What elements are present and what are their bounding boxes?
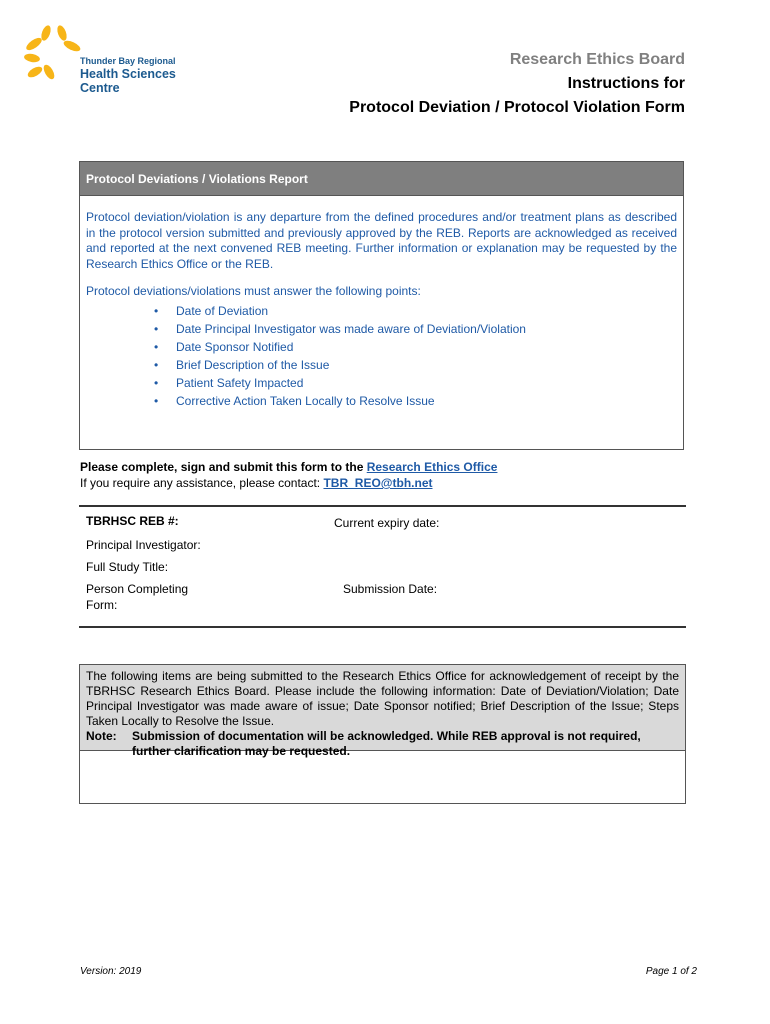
- report-box-heading: Protocol Deviations / Violations Report: [80, 162, 683, 196]
- board-title: Research Ethics Board: [509, 51, 685, 68]
- list-item: • Patient Safety Impacted: [176, 374, 677, 392]
- points-list: [86, 302, 677, 410]
- email-link[interactable]: TBR_REO@tbh.net: [323, 476, 433, 490]
- submission-date-label: Submission Date:: [343, 582, 438, 596]
- note: [86, 729, 679, 759]
- items-submitted-box: [79, 664, 686, 804]
- instructions-title: Instructions for: [567, 75, 685, 92]
- version-footer: Version: 2019: [80, 966, 142, 977]
- items-instructions: [80, 665, 685, 758]
- research-ethics-office-link[interactable]: Research Ethics Office: [366, 460, 498, 474]
- person-completing-label: [86, 581, 188, 613]
- submit-instructions: [80, 459, 497, 491]
- points-intro: Protocol deviations/violations must answer the following points:: [86, 284, 421, 298]
- definition-paragraph: Protocol deviation/violation is any departure from the defined procedures and/or treatment plans as described in the protocol version submitted and previously approved by the REB. Reports are acknowledged as received and reported at the next convened REB meeting. Further information or explanation may be requested by the Research Ethics Office or the REB.: [86, 210, 677, 271]
- submit-line-prefix: Please complete, sign and submit this form to the: [80, 460, 367, 474]
- page-number: Page 1 of 2: [645, 966, 697, 977]
- items-text: The following items are being submitted to the Research Ethics Office for acknowledgement of receipt by the TBRHSC Research Ethics Board. Please include the following information: Date of Deviation/Violation; Date Principal Investigator was made aware of issue; Date Sponsor notified; Brief Description of the Issue; Steps Taken Locally to Resolve the Issue.: [86, 669, 679, 728]
- expiry-date-label: Current expiry date:: [334, 516, 440, 530]
- document-title-block: [349, 48, 685, 120]
- study-title-label: Full Study Title:: [86, 560, 169, 574]
- form-title: Protocol Deviation / Protocol Violation Form: [349, 99, 685, 116]
- list-item: • Corrective Action Taken Locally to Resolve Issue: [176, 392, 677, 410]
- list-item: • Brief Description of the Issue: [176, 356, 677, 374]
- logo-line-3: Centre: [80, 81, 120, 95]
- assistance-prefix: If you require any assistance, please contact:: [80, 476, 324, 490]
- person-completing-line-1: Person Completing: [86, 582, 189, 596]
- logo-line-1: Thunder Bay Regional: [80, 56, 176, 66]
- principal-investigator-label: Principal Investigator:: [86, 538, 201, 552]
- section-divider-bottom: [79, 626, 686, 628]
- list-item: • Date of Deviation: [176, 302, 677, 320]
- list-item: • Date Principal Investigator was made aware of Deviation/Violation: [176, 320, 677, 338]
- logo-text: [80, 56, 176, 95]
- logo-line-2: Health Sciences: [80, 67, 176, 81]
- list-item: • Date Sponsor Notified: [176, 338, 677, 356]
- note-text: Submission of documentation will be acknowledged. While REB approval is not required, further clarification may be requested.: [132, 729, 641, 758]
- person-completing-line-2: Form:: [86, 598, 118, 612]
- deviations-report-box: [79, 161, 684, 450]
- section-divider-top: [79, 505, 686, 507]
- note-label: Note:: [86, 729, 117, 743]
- reb-number-label: TBRHSC REB #:: [86, 514, 179, 528]
